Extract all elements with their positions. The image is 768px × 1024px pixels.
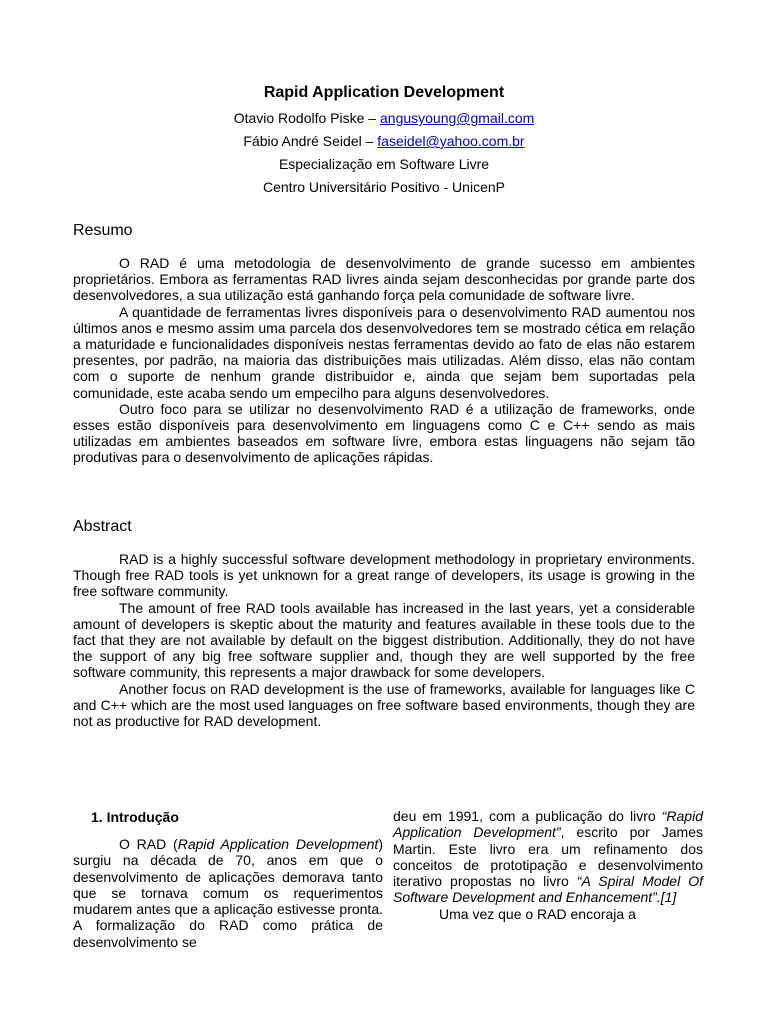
section-heading-introducao: 1. Introdução xyxy=(91,809,179,825)
intro-text: deu em 1991, com a publicação do livro xyxy=(393,808,662,824)
abstract-paragraph: The amount of free RAD tools available has increased in the last years, yet a considerable amount of developers is skeptic about the maturity and features available in these tools due to the fact that they are not available by default on the biggest distribution. Additionally, they do not have the support of any big free software supplier and, though they are well supported by the free software community, this represents a major drawback for some developers. xyxy=(73,599,695,681)
author-name-1: Otavio Rodolfo Piske xyxy=(233,110,365,126)
intro-paragraph-left xyxy=(73,836,383,950)
resumo-body xyxy=(73,255,695,466)
book-title-italic: “Rapid Application Development” xyxy=(393,808,703,841)
abstract-paragraph: RAD is a highly successful software development methodology in proprietary environments. Though free RAD tools is yet unknown for a great range of developers, its usage is growing in the free software community. xyxy=(73,551,695,600)
intro-text: , escrito por James Martin. Este livro era um refinamento dos conceitos de prototipação e desenvolvimento iterativo propostas no livro xyxy=(393,824,704,890)
author-separator-1: – xyxy=(364,110,380,126)
left-column xyxy=(73,808,383,950)
book-title-italic: “A Spiral Model Of Software Development and Enhancement”.[1] xyxy=(393,873,703,906)
author-email-link-1[interactable]: angusyoung@gmail.com xyxy=(380,110,535,126)
abstract-heading: Abstract xyxy=(73,518,132,535)
intro-italic-term: Rapid Application Development xyxy=(177,836,379,852)
resumo-paragraph: A quantidade de ferramentas livres disponíveis para o desenvolvimento RAD aumentou nos últimos anos e mesmo assim uma parcela dos desenvolvedores tem se mostrado cética em relação a maturidade e funcionalidades disponíveis nestas ferramentas devido ao fato de elas não estarem presentes, por padrão, na maioria das distribuições mais utilizadas. Além disso, elas não contam com o suporte de nenhum grande distribuidor e, ainda que sejam bem suportadas pela comunidade, este acaba sendo um empecilho para alguns desenvolvedores. xyxy=(73,303,695,401)
abstract-body xyxy=(73,551,695,729)
author-email-link-2[interactable]: faseidel@yahoo.com.br xyxy=(377,133,525,149)
author-separator-2: – xyxy=(361,133,378,149)
abstract-paragraph: Another focus on RAD development is the use of frameworks, available for languages like C and C++ which are the most used languages on free software based environments, though they are not as productive for RAD development. xyxy=(73,680,695,730)
two-column-section xyxy=(73,808,704,1024)
institution-line: Centro Universitário Positivo - UnicenP xyxy=(263,179,505,195)
author-line-1 xyxy=(0,109,768,127)
intro-text: ) surgiu na década de 70, anos em que o desenvolvimento de aplicações demorava tanto que se tornava comum os requerimentos mudarem antes que a aplicação estivesse pronta. A formalização do RAD como prática de desenvolvimento se xyxy=(73,836,383,950)
resumo-paragraph: O RAD é uma metodologia de desenvolvimento de grande sucesso em ambientes proprietários. Embora as ferramentas RAD livres ainda sejam desconhecidas por grande parte dos desenvolvedores, a sua utilização está ganhando força pela comunidade de software livre. xyxy=(73,255,695,304)
resumo-heading: Resumo xyxy=(73,222,133,239)
author-name-2: Fábio André Seidel xyxy=(243,133,362,149)
paper-title: Rapid Application Development xyxy=(263,84,505,101)
intro-paragraph-right-2: Uma vez que o RAD encoraja a xyxy=(439,905,636,922)
author-line-2 xyxy=(0,132,768,150)
intro-text: O RAD ( xyxy=(119,836,178,852)
program-line: Especialização em Software Livre xyxy=(278,156,490,172)
intro-paragraph-right xyxy=(393,808,703,906)
right-column xyxy=(393,808,703,922)
resumo-paragraph: Outro foco para se utilizar no desenvolvimento RAD é a utilização de frameworks, onde esses estão disponíveis para desenvolvimento em linguagens como C e C++ sendo as mais utilizadas em ambientes baseados em software livre, embora estas linguagens não sejam tão produtivas para o desenvolvimento de aplicações rápidas. xyxy=(73,400,695,466)
